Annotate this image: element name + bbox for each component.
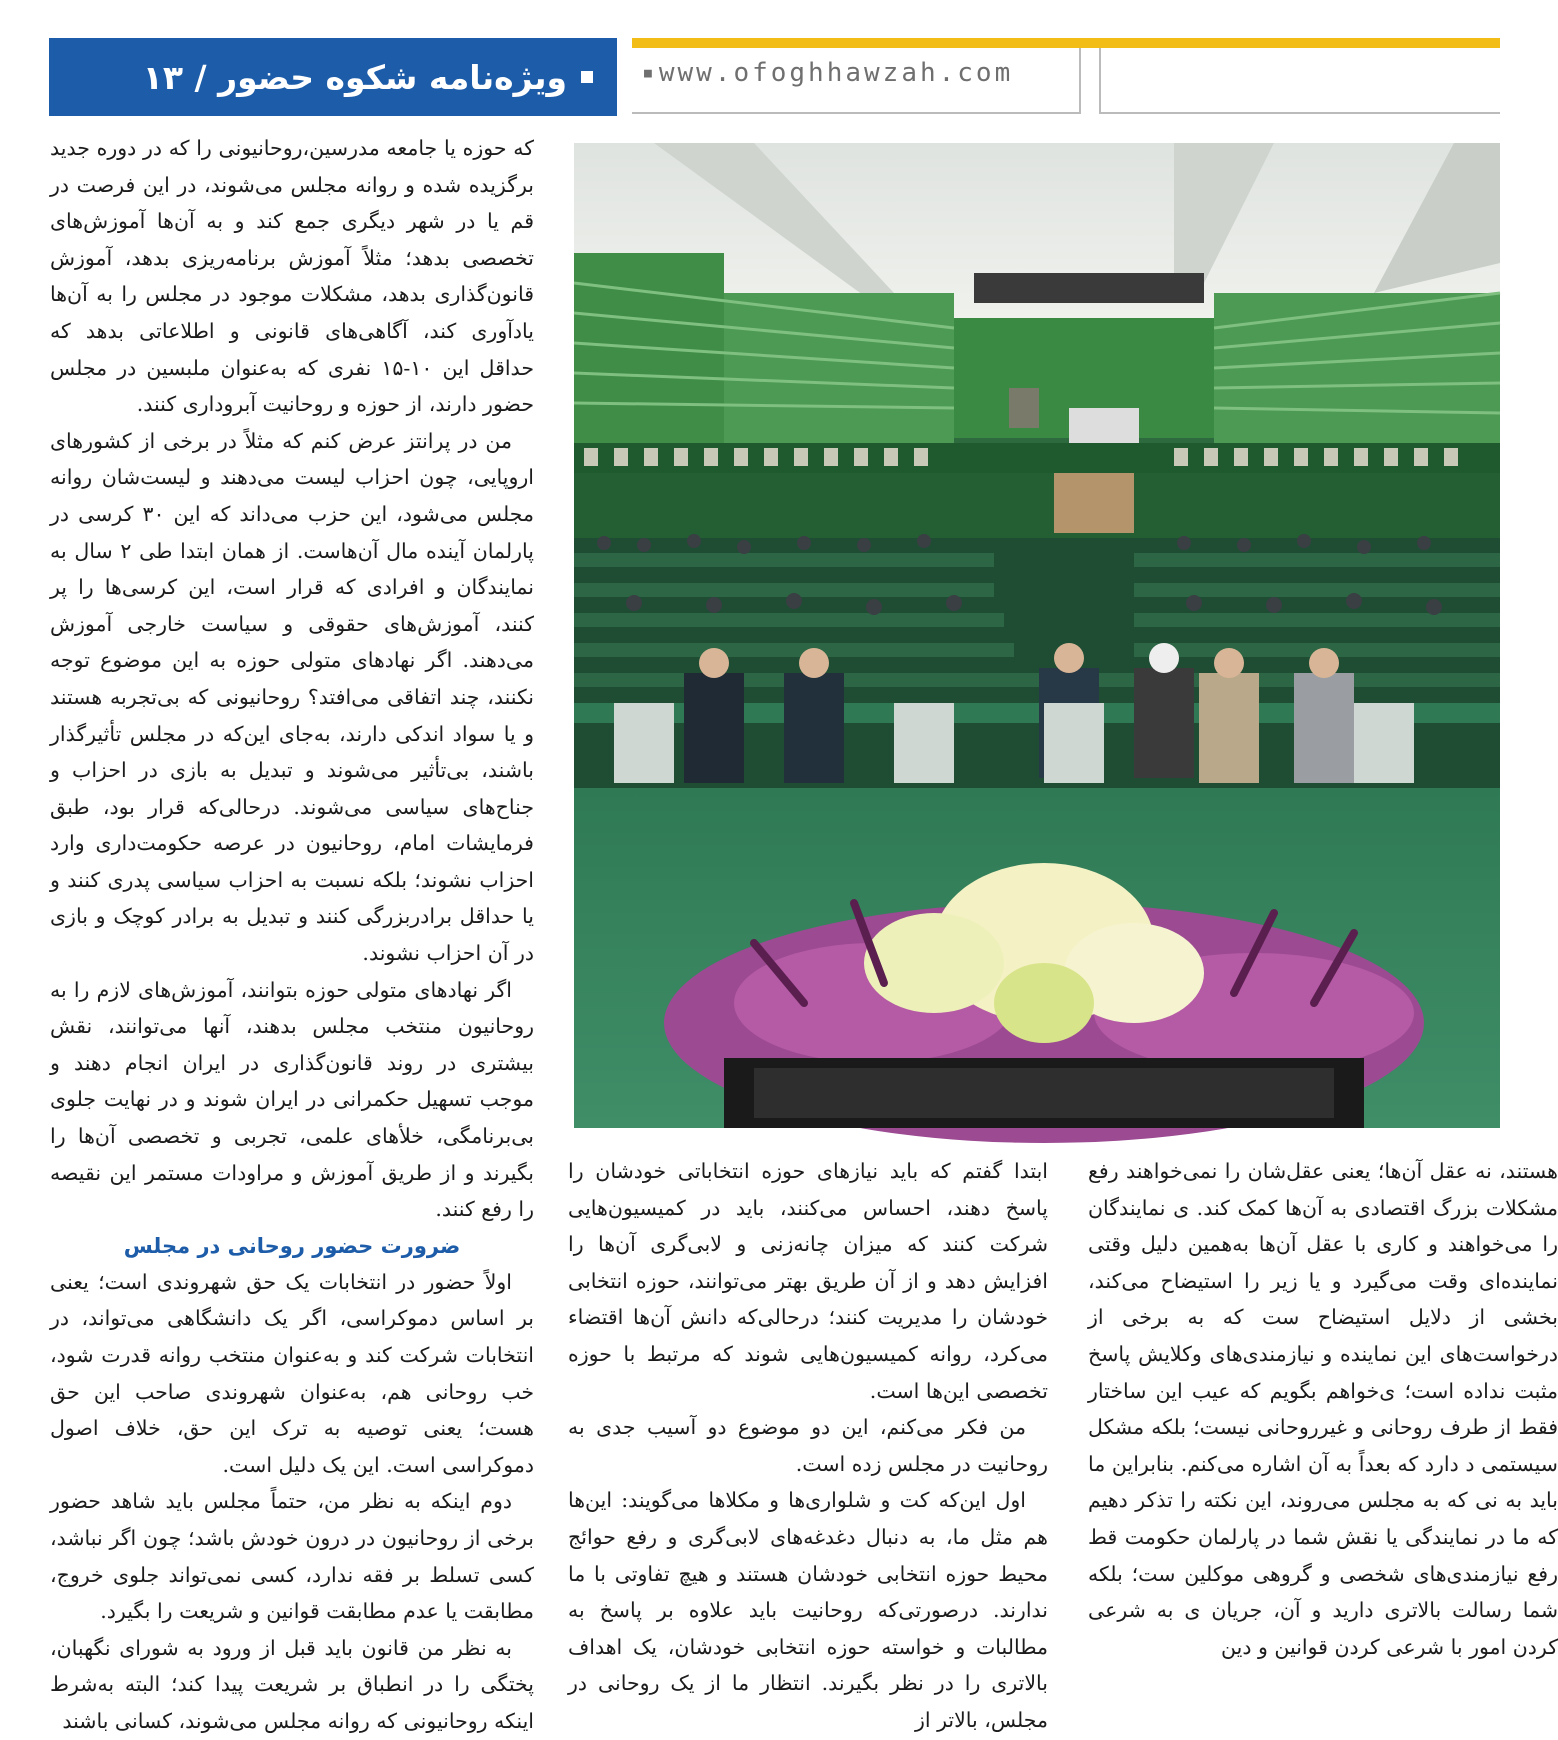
photo-illustration — [574, 143, 1500, 1128]
bullet-square-icon — [581, 71, 593, 83]
subheading: ضرورت حضور روحانی در مجلس — [123, 1233, 461, 1258]
paragraph: به نظر من قانون باید قبل از ورود به شورای نگهبان، پختگی را در انطباق بر شریعت پیدا کند؛ البته به‌شرط اینکه روحانیونی که روانه مجلس می‌شوند، کسانی باشند — [50, 1635, 534, 1733]
paragraph: که حوزه یا جامعه مدرسین،روحانیونی را که در دوره جدید برگزیده شده و روانه مجلس می‌شوند، در این فرصت در قم یا در شهر دیگری جمع کند و به آن‌ها آموزش‌های تخصصی بدهد؛ مثلاً آموزش برنامه‌ریزی بدهد، آموزش قانون‌گذاری بدهد، مشکلات موجود در مجلس را به آن‌ها یادآوری کند، آگاهی‌های قانونی و اطلاعاتی بدهد که حداقل این ۱۰-۱۵ نفری که به‌عنوان ملبسین در مجلس حضور دارند، از حوزه و روحانیت آبروداری کنند. — [50, 136, 534, 417]
accent-strip — [632, 38, 1500, 48]
paragraph: هستند، نه عقل آن‌ها؛ یعنی عقل‌شان را نمی‌خواهند رفع مشکلات بزرگ اقتصادی به آن‌ها کمک کند. ی نمایندگان را می‌خواهند و کاری با عقل آن‌ها به‌همین دلیل وقتی نماینده‌ای وقت می‌گیرد و یا زیر را استیضاح می‌کند، بخشی از دلایل استیضاح ست که به برخی از درخواست‌های این نماینده و نیازمندی‌های وکلایش پاسخ مثبت نداده است؛ ی‌خواهم بگویم که عیب این ساختار فقط از طرف روحانی و غیرروحانی نیست؛ بلکه مشکل سیستمی د دارد که بعداً به آن اشاره می‌کنم. بنابراین ما باید به نی که به مجلس می‌روند، این نکته را تذکر دهیم که ما در نمایندگی یا نقش شما در پارلمان حکومت قط رفع نیازمندی‌های شخصی و گروهی موکلین ست؛ بلکه شما رسالت بالاتری دارید و آن، جریان ی به شرعی کردن امور با شرعی کردن قوانین و دین — [1088, 1159, 1558, 1659]
article-column-right — [1080, 1153, 1558, 1688]
paragraph: اول این‌که کت و شلواری‌ها و مکلاها می‌گویند: این‌ها هم مثل ما، به دنبال دغدغه‌های لابی‌گری و رفع حوائج محیط حوزه انتخابی خودشان هستند و هیچ تفاوتی با ما ندارند. درصورتی‌که روحانیت باید علاوه بر پاسخ به مطالبات و خواسته حوزه انتخابی خودشان، یک اهداف بالاتری را در نظر بگیرند. انتظار ما از یک روحانی در مجلس، بالاتر از — [568, 1488, 1048, 1732]
paragraph: من در پرانتز عرض کنم که مثلاً در برخی از کشورهای اروپایی، چون احزاب لیست می‌دهند و لیست‌شان روانه مجلس می‌شود، این حزب می‌داند که این ۳۰ کرسی در پارلمان آینده مال آن‌هاست. از همان ابتدا طی ۲ سال به نمایندگان و افرادی که قرار است، این کرسی‌ها را پر کنند، آموزش‌های حقوقی و سیاست خارجی آموزش می‌دهند. اگر نهادهای متولی حوزه به این موضوع توجه نکنند، چند اتفاقی می‌افتد؟ روحانیونی که بی‌تجربه هستند و یا سواد اندکی دارند، به‌جای این‌که در مجلس تأثیرگذار باشند، بی‌تأثیر می‌شوند و تبدیل به بازی در احزاب و جناح‌های سیاسی می‌شوند. درحالی‌که قرار بود، طبق فرمایشات امام، روحانیون در عرصه حکومت‌داری وارد احزاب نشوند؛ بلکه نسبت به احزاب سیاسی پدری کنند و یا حداقل برادربزرگی کنند و تبدیل به برادر کوچک و بازی در آن احزاب نشوند. — [50, 428, 534, 966]
header-box — [1099, 48, 1500, 114]
section-header-band — [49, 38, 617, 116]
article-column-middle — [568, 1153, 1048, 1739]
parliament-hall-photo — [574, 143, 1500, 1128]
section-title: ویژه‌نامه شکوه حضور / ۱۳ — [142, 57, 567, 97]
paragraph: من فکر می‌کنم، این دو موضوع دو آسیب جدی به روحانیت در مجلس زده است. — [568, 1415, 1048, 1476]
paragraph: دوم اینکه به نظر من، حتماً مجلس باید شاهد حضور برخی از روحانیون در درون خودش باشد؛ چون اگر نباشد، کسی تسلط بر فقه ندارد، کسی نمی‌تواند جلوی خروج، مطابقت یا عدم مطابقت قوانین و شریعت را بگیرد. — [50, 1489, 534, 1624]
article-column-left — [50, 130, 534, 1740]
paragraph: اولاً حضور در انتخابات یک حق شهروندی است؛ یعنی بر اساس دموکراسی، اگر یک دانشگاهی می‌تواند، در انتخابات شرکت کند و به‌عنوان منتخب روانه قدرت شود، خب روحانی هم، به‌عنوان شهروندی صاحب این حق هست؛ یعنی توصیه به ترک این حق، خلاف اصول دموکراسی است. این یک دلیل است. — [50, 1269, 534, 1477]
url-box — [632, 48, 1081, 114]
paragraph: اگر نهادهای متولی حوزه بتوانند، آموزش‌های لازم را به روحانیون منتخب مجلس بدهند، آنها می‌توانند، نقش بیشتری در روند قانون‌گذاری در ایران انجام دهند و موجب تسهیل حکمرانی در ایران شوند و در نهایت جلوی بی‌برنامگی، خلأهای علمی، تجربی و تخصصی آن‌ها را بگیرند و از طریق آموزش و مراودات مستمر این نقیصه را رفع کنند. — [50, 977, 534, 1222]
paragraph: ابتدا گفتم که باید نیازهای حوزه انتخاباتی خودشان را پاسخ دهند، احساس می‌کنند، باید در کمیسیون‌هایی شرکت کنند که میزان چانه‌زنی و لابی‌گری آن‌ها را افزایش دهد و از آن طریق بهتر می‌توانند، حوزه انتخابی خودشان را مدیریت کنند؛ درحالی‌که دانش آن‌ها اقتضاء می‌کرد، روانه کمیسیون‌هایی شوند که مرتبط با حوزه تخصصی این‌ها است. — [568, 1159, 1048, 1403]
website-url[interactable]: ■ www.ofoghhawzah.com — [644, 58, 1013, 88]
